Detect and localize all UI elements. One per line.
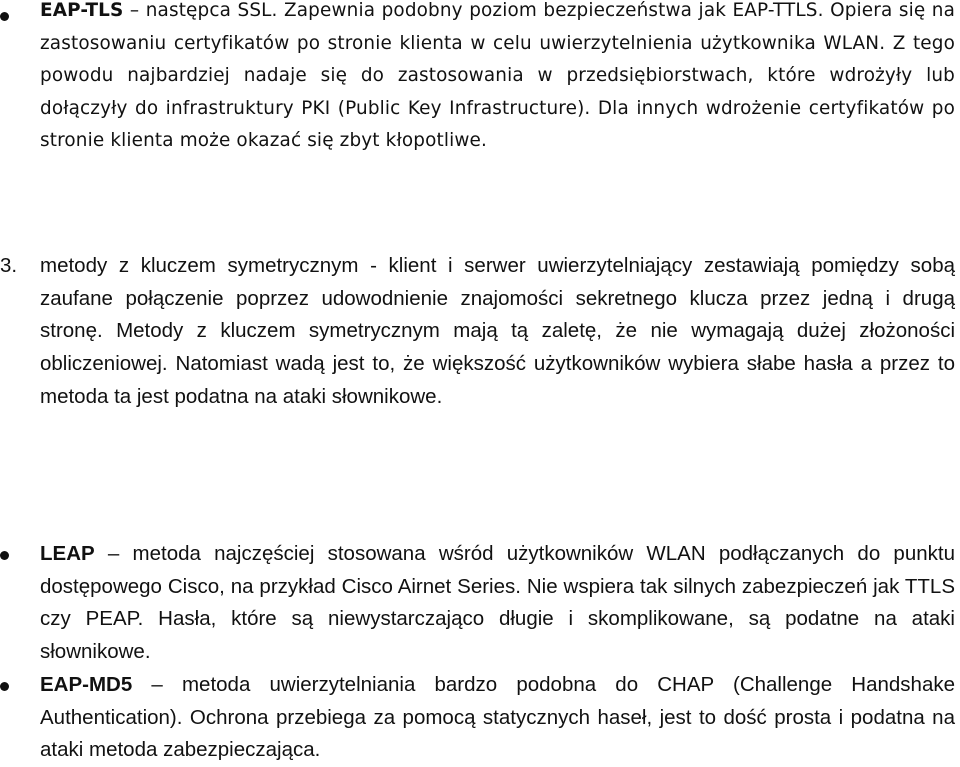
eap-tls-paragraph (40, 0, 955, 158)
eap-md5-term: EAP-MD5 (40, 673, 133, 696)
bullet-icon (0, 12, 9, 21)
bullet-icon (0, 551, 9, 560)
leap-paragraph (40, 538, 955, 669)
bullet-icon (0, 682, 9, 691)
leap-description: – metoda najczęściej stosowana wśród użytkowników WLAN podłączanych do punktu dostępowego Cisco, na przykład Cisco Airnet Series. Nie wspiera tak silnych zabezpieczeń jak TTLS czy PEAP. Hasła, które są niewystarczająco długie i skomplikowane, są podatne na ataki słownikowe. (40, 542, 955, 664)
method-3-description: metody z kluczem symetrycznym - klient i serwer uwierzytelniający zestawiają pomiędzy sobą zaufane połączenie poprzez udowodnienie znajomości sekretnego klucza przez jedną i drugą stronę. Metody z kluczem symetrycznym mają tą zaletę, że nie wymagają dużej złożoności obliczeniowej. Natomiast wadą jest to, że większość użytkowników wybiera słabe hasła a przez to metoda ta jest podatna na ataki słownikowe. (40, 254, 955, 408)
leap-term: LEAP (40, 542, 95, 565)
eap-md5-paragraph (40, 669, 955, 767)
eap-md5-description: – metoda uwierzytelniania bardzo podobna do CHAP (Challenge Handshake Authentication). Ochrona przebiega za pomocą statycznych haseł, jest to dość prosta i podatna na ataki metoda zabezpieczająca. (40, 673, 955, 762)
item-number: 3. (0, 254, 18, 277)
eap-tls-description: – następca SSL. Zapewnia podobny poziom bezpieczeństwa jak EAP-TTLS. Opiera się na zastosowaniu certyfikatów po stronie klienta w celu uwierzytelnienia użytkownika WLAN. Z tego powodu najbardziej nadaje się do zastosowania w przedsiębiorstwach, które wdrożyły lub dołączyły do infrastruktury PKI (Public Key Infrastructure). Dla innych wdrożenie certyfikatów po stronie klienta może okazać się zbyt kłopotliwe. (40, 0, 955, 152)
eap-tls-term: EAP-TLS (40, 0, 124, 21)
method-3-paragraph (40, 250, 955, 414)
